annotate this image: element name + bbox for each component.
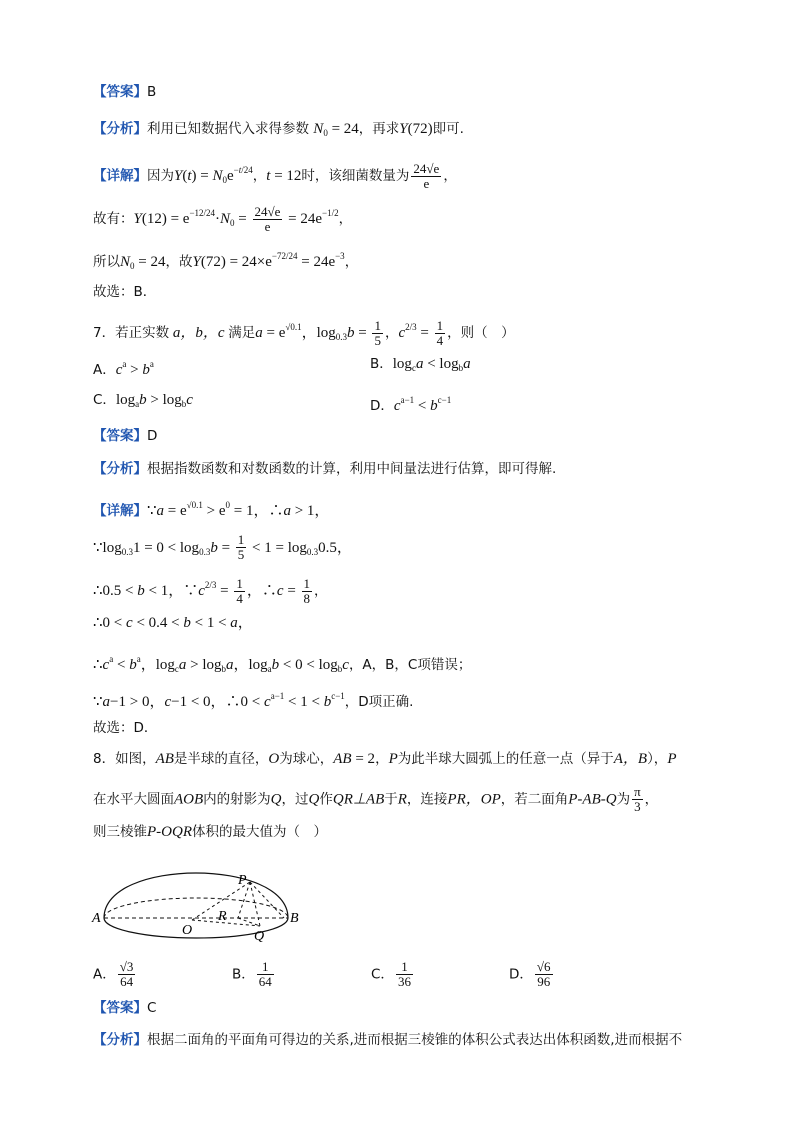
formula: $N_0 = 24$ [120, 254, 166, 271]
text: 时，该细菌数量为 [301, 168, 410, 184]
text: 为此半球大圆弧上的任意一点（异于 [397, 751, 614, 767]
formula: P-OQR [147, 824, 192, 840]
formula: A，B [613, 751, 648, 767]
formula: AOB [174, 791, 204, 808]
formula: ，∴c = [246, 583, 300, 599]
formula: ∴0.5 < b < 1，$\because c^{2/3}$ = [93, 580, 233, 599]
formula: a，b，c [169, 325, 229, 341]
formula: O [268, 751, 280, 767]
option-label: A． [93, 966, 116, 983]
q7-answer-line [93, 426, 157, 446]
q7-option-a[interactable] [93, 354, 154, 380]
q8-answer-line [93, 998, 156, 1018]
q7-analysis-line [93, 459, 556, 479]
text: ， [252, 168, 267, 184]
formula: ∴0 < c < 0.4 < b < 1 < a， [93, 615, 253, 631]
detail-tag: 【详解】 [93, 503, 147, 519]
q7-detail-line6 [93, 686, 413, 712]
answer-tag: 【答案】 [93, 84, 147, 100]
analysis-tag: 【分析】 [93, 1032, 147, 1048]
formula: $c^a > b^a$ [115, 359, 154, 378]
text: 体积的最大值为（ ） [192, 824, 327, 840]
fraction: $\frac{1}{64}$ [258, 959, 272, 989]
formula: $c^{2/3}$ = [398, 322, 433, 341]
text: ，过 [281, 791, 309, 808]
q6-detail-line3: 所以$N_0 = 24$，故$Y(72) = 24\times e^{-72/24} = 24e^{-3}$， [93, 251, 359, 271]
formula: $c^{a-1} < b^{c-1}$ [393, 395, 452, 414]
q6-answer: B [147, 84, 157, 100]
detail-tag: 【详解】 [93, 168, 147, 184]
option-label: D． [370, 398, 394, 414]
q7-choose-line: 故选：D． [93, 720, 158, 736]
q7-analysis: 根据指数函数和对数函数的计算，利用中间量法进行估算，即可得解. [147, 461, 557, 477]
base-ellipse-back [104, 898, 288, 918]
label-p: P [238, 873, 247, 888]
text: ， [443, 168, 457, 184]
formula: $Y(12) = e^{-12/24}\cdot N_0$ = [133, 208, 251, 228]
text: 为球心， [279, 751, 334, 767]
text: ，D项正确. [344, 694, 414, 710]
q8-option-c[interactable] [371, 960, 415, 989]
q7-option-d[interactable] [370, 390, 451, 416]
formula: P [667, 751, 677, 767]
formula: $\log_ab > \log_bc$ [115, 392, 193, 409]
formula: $\therefore c^a < b^a$，$\log_ca > \log_ba$，$\log_ab < 0 < \log_bc$ [93, 654, 349, 674]
q6-choose-line: 故选：B． [93, 284, 157, 300]
formula: ∵a−1 > 0，c−1 < 0，∴0 < $c^{a-1} < 1 < b^{c-1}$ [93, 691, 345, 710]
analysis-tag: 【分析】 [93, 461, 147, 477]
option-label: C． [371, 966, 394, 983]
q7-detail-line4 [93, 613, 253, 633]
formula: $Y(72) = 24\times e^{-72/24} = 24e^{-3}$ [192, 251, 345, 270]
text: ，故 [165, 254, 193, 270]
option-label: C． [93, 392, 116, 408]
q6-answer-line [93, 82, 156, 102]
fraction: $\frac{1}{4}$ [436, 317, 444, 348]
text: ，则（ ） [447, 325, 515, 341]
text: 满足 [228, 325, 256, 341]
q8-stem-line3 [93, 822, 327, 842]
fraction: $\frac{1}{4}$ [236, 575, 243, 606]
text: 所以 [93, 254, 120, 270]
formula: $N_0 = 24$ [313, 121, 359, 138]
formula: $\log_ca < \log_ba$ [392, 356, 471, 373]
hemisphere-figure [88, 848, 303, 948]
text: ， [375, 751, 389, 767]
answer-tag: 【答案】 [93, 428, 147, 444]
text: 内的射影为 [203, 791, 271, 808]
q6-analysis-text: ，再求 [358, 121, 400, 137]
formula: $Y(t) = N_0e^{-t/24}$ [174, 165, 253, 185]
text: ，若二面角 [500, 791, 569, 808]
q7-detail-line3: ∴0.5 < b < 1，$\because c^{2/3}$ = $\frac{1}{4}$ ，∴c = $\frac{1}{8}$ ， [93, 575, 328, 606]
formula: t = 12 [266, 168, 302, 184]
formula: $a = e^{√0.1}$，$\log_{0.3}b$ = [255, 322, 371, 342]
q7-detail-line5 [93, 649, 471, 679]
text: 8．如图， [93, 751, 156, 767]
q6-analysis-text: 利用已知数据代入求得参数 [147, 121, 309, 137]
option-label: B． [232, 966, 255, 983]
q8-option-b[interactable] [232, 960, 276, 989]
label-b: B [290, 911, 299, 926]
q8-option-a[interactable] [93, 960, 137, 989]
text: ，连接 [406, 791, 448, 808]
label-r: R [218, 909, 227, 924]
q6-analysis-line [93, 119, 464, 143]
fraction: $\frac{√3}{64}$ [119, 959, 134, 989]
formula: P [388, 751, 398, 767]
text: 是半球的直径， [173, 751, 269, 767]
text: 故有： [93, 211, 134, 227]
label-a: A [92, 911, 101, 926]
q7-stem: 7．若正实数 a，b，c 满足$a = e^{√0.1}$，$\log_{0.3}b$ = $\frac{1}{5}$ ，$c^{2/3}$ = $\frac{1}{4}$ ，则（ ） [93, 317, 515, 348]
formula: R [397, 791, 407, 808]
q7-option-b[interactable] [370, 354, 471, 378]
formula: ∵a = $e^{√0.1} > e^0 = 1$，∴a > 1， [147, 500, 330, 519]
formula: QR⊥AB [332, 791, 385, 808]
formula: $\because\log_{0.3}1 = 0 < \log_{0.3}b$ = [93, 539, 234, 557]
q8-analysis-line [93, 1030, 682, 1050]
label-o: O [182, 923, 193, 938]
fraction: $\frac{1}{5}$ [237, 532, 245, 562]
hemisphere-arc [104, 873, 288, 918]
answer-tag: 【答案】 [93, 1000, 147, 1016]
formula: Q [308, 791, 320, 808]
text: ）， [647, 751, 668, 767]
fraction: $\frac{1}{36}$ [397, 959, 411, 989]
q6-detail-line2: 故有：$Y(12) = e^{-12/24}\cdot N_0$ = $\frac{24√e}{e}$ = $24e^{-1/2}$， [93, 203, 353, 234]
q7-detail-line1 [93, 495, 329, 521]
q7-answer: D [147, 428, 158, 444]
option-label: D． [509, 966, 533, 983]
q8-stem-line1 [93, 749, 676, 769]
formula: < $1 = \log_{0.3}0.5$， [248, 539, 352, 557]
formula: Q [270, 791, 282, 808]
formula: = $24e^{-1/2}$ [284, 208, 339, 227]
fraction: $\frac{√6}{96}$ [536, 959, 551, 989]
q7-detail-line2 [93, 533, 352, 562]
q8-option-d[interactable] [509, 960, 555, 989]
text: ，A，B，C项错误； [348, 657, 472, 673]
text: 7．若正实数 [93, 325, 170, 341]
q6-analysis-text: 即可. [432, 121, 464, 137]
formula: PR，OP [447, 791, 501, 808]
fraction: $\frac{24√e}{e}$ [413, 160, 440, 191]
q8-analysis: 根据二面角的平面角可得边的关系,进而根据三棱锥的体积公式表达出体积函数,进而根据不 [147, 1032, 683, 1048]
text: 则三棱锥 [93, 824, 147, 840]
option-label: B． [370, 356, 393, 372]
text: 因为 [147, 168, 174, 184]
q6-detail-line1 [93, 160, 457, 191]
text: 于 [384, 791, 398, 808]
fraction: $\frac{1}{8}$ [303, 575, 311, 606]
text: 作 [319, 791, 333, 808]
fraction: $\frac{1}{5}$ [374, 317, 381, 348]
text: 在水平大圆面 [93, 791, 174, 808]
q7-option-c[interactable] [93, 390, 193, 414]
formula: Y(72) [399, 121, 433, 137]
formula: P-AB-Q [568, 791, 617, 808]
option-label: A． [93, 362, 116, 378]
line-pq [250, 882, 260, 926]
formula: AB = 2 [333, 751, 376, 767]
fraction: $\frac{24√e}{e}$ [254, 203, 281, 234]
text: 为 [616, 791, 631, 808]
q8-stem-line2: 在水平大圆面AOB内的射影为Q，过Q作QR⊥AB于R，连接PR，OP，若二面角P-AB-Q为 $\frac{\pi}{3}$ ， [93, 784, 659, 814]
label-q: Q [254, 929, 265, 944]
analysis-tag: 【分析】 [93, 121, 147, 137]
fraction: $\frac{\pi}{3}$ [634, 784, 641, 814]
q8-answer: C [147, 1000, 157, 1016]
formula: AB [155, 751, 174, 767]
